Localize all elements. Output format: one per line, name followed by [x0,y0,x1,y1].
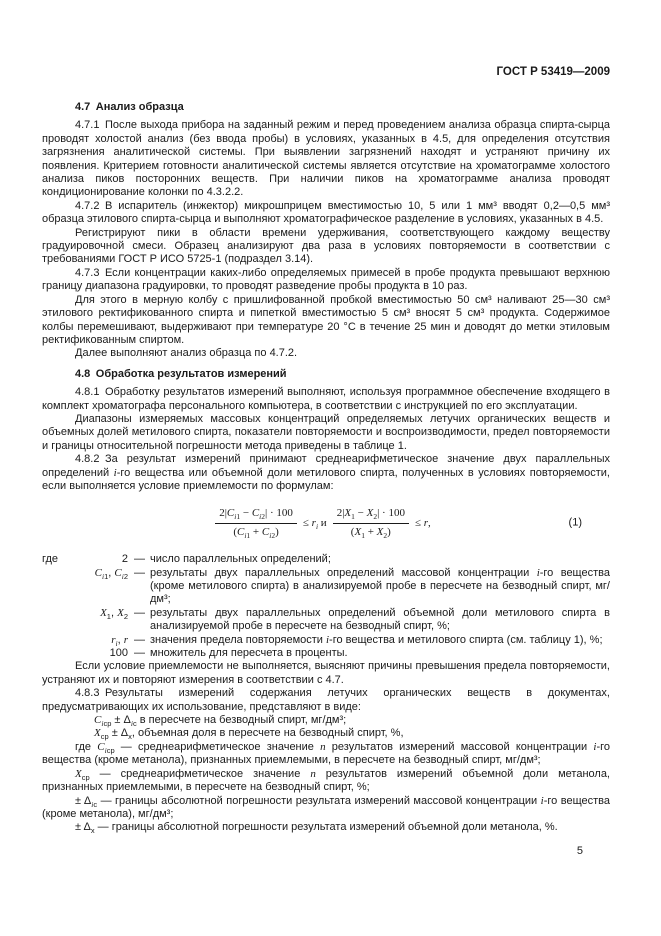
paragraph-delta-c: ± $\Delta_{iс}$ — границы абсолютной погрешности результата измерений массовой концентрации i-го вещества (кроме метанола), мг/дм³; [42,794,610,820]
fraction-right [333,507,409,539]
definition-term: $C_{i1}$, $C_{i2}$ [94,566,128,581]
paragraph-next-analysis: Далее выполняют анализ образца по 4.7.2. [75,347,298,360]
paragraph-4-7-3: 4.7.3 Если концентрации каких-либо определяемых примесей в пробе продукта превышают верхнюю границу диапазона градуировки, то проводят разведение пробы продукта в 10 раз. [42,266,610,293]
definition-row-100 [42,647,610,660]
fraction-left [215,507,297,539]
standard-designation: ГОСТ Р 53419—2009 [496,66,610,78]
definition-row-c [42,567,610,607]
definition-text: число параллельных определений; [150,553,331,566]
formula-relation-right: ≤ r, [414,516,431,529]
formula-1-row [42,507,610,539]
document-content [42,94,610,835]
formula-relation-left: ≤ $r_i$ и [302,516,327,531]
definition-dash: — [134,566,145,579]
definition-dash: — [134,606,145,619]
result-form-line-1: $C_{iср} \pm \Delta_{iс}$ в пересчете на безводный спирт, мг/дм³; [94,714,347,729]
section-4-7-heading: 4.7 Анализ образца [75,101,184,113]
definition-row-r [42,634,610,647]
paragraph-4-7-2: 4.7.2 В испаритель (инжектор) микрошприцем вместимостью 10, 5 или 1 мм³ вводят 0,2—0,5 мм³ образца этилового спирта-сырца и выполняют хроматографическое разделение в условиях, указанных в 4.5. [42,199,610,226]
paragraph-registration: Регистрируют пики в области времени удерживания, соответствующего каждому веществу градуировочной смеси. Образец анализируют два раза в условиях повторяемости в соответствии с требованиями ГОСТ Р ИСО 5725-1 (подраздел 3.14). [42,226,610,266]
definitions-list [42,553,610,660]
paragraph-where-x: $X_{ср}$ — среднеарифметическое значение n результатов измерений объемной доли метанола, признанных приемлемыми, в пересчете на безводный спирт, %; [42,767,610,794]
paragraph-acceptability: Если условие приемлемости не выполняется, выясняют причины превышения предела повторяемости, устраняют их и повторяют измерения в соответствии с 4.7. [42,660,610,686]
definition-row-x [42,607,610,634]
paragraph-4-8-1: 4.8.1 Обработку результатов измерений выполняют, используя программное обеспечение входящего в комплект хроматографа персонального компьютера, в соответствии с инструкцией по его эксплуатации. [42,386,610,412]
paragraph-4-8-3: 4.8.3 Результаты измерений содержания летучих органических веществ в документах, предусматривающих их использование, представляют в виде: [42,687,610,713]
result-form-line-2: $X_{ср} \pm \Delta_х$, объемная доля в пересчете на безводный спирт, %, [94,727,404,742]
definition-term: $X_1$, $X_2$ [100,606,128,621]
section-4-8-heading: 4.8 Обработка результатов измерений [75,367,287,380]
paragraph-4-8-2: 4.8.2 За результат измерений принимают среднеарифметическое значение двух параллельных определений i-го вещества или объемной доли метилового спирта, полученных в условиях повторяемости, если выполняется условие приемлемости по формулам: [42,453,610,492]
definition-term: 2 [121,553,128,566]
formula-number: (1) [568,516,582,529]
paragraph-where-c: где $C_{iср}$ — среднеарифметическое значение n результатов измерений массовой концентрации i-го вещества (кроме метанола), признанных приемлемыми, в пересчете на безводный спирт, мг/дм³; [42,740,611,767]
definition-dash: — [134,647,145,660]
page-number: 5 [576,845,583,857]
definition-row-count [42,553,610,566]
definition-text: результаты двух параллельных определений объемной доли метилового спирта в анализируемой пробе в пересчете на безводный спирт, %; [150,606,610,633]
paragraph-delta-x: ± $\Delta_х$ — границы абсолютной погрешности результата измерений объемной доли метанола, %. [75,821,558,836]
definition-text: результаты двух параллельных определений массовой концентрации i-го вещества (кроме метилового спирта) в анализируемой пробе в пересчете на безводный спирт, мг/дм³; [150,566,610,606]
definition-dash: — [134,633,145,646]
paragraph-ranges: Диапазоны измеряемых массовых концентраций определяемых летучих органических веществ и объемных долей метилового спирта, показатели повторяемости и воспроизводимости, предел повторяемости и границы относительной погрешности метода приведены в таблице 1. [42,412,610,452]
fraction-right-numerator: $2|X_1 - X_2| \cdot 100$ [336,507,405,522]
paragraph-4-7-1: 4.7.1 После выхода прибора на заданный режим и перед проведением анализа образца спирта-сырца проводят холостой анализ (без ввода пробы) в условиях, указанных в 4.5, для определения отсутствия загрязнения аналитической системы. При выявлении загрязнений находят и устраняют причину их появления. Критерием готовности аналитической системы является отсутствие на хроматограмме холостого анализа пиков посторонних веществ. При наличии пиков на хроматограмме анализа проводят кондиционирование колонки по 4.3.2.2. [42,119,610,199]
fraction-left-denominator: $(C_{i1} + C_{i2})$ [215,523,297,539]
definition-dash: — [134,553,145,566]
formula-1 [42,505,610,541]
fraction-left-numerator: $2|C_{i1} - C_{i2}| \cdot 100$ [219,507,293,522]
definition-term: 100 [109,647,128,660]
fraction-right-denominator: $(X_1 + X_2)$ [333,523,409,539]
definition-term: $r_i$, r [111,633,128,648]
paragraph-dilution: Для этого в мерную колбу с пришлифованной пробкой вместимостью 50 см³ наливают 25—30 см³ этилового ректификованного спирта и пипеткой вместимостью 5 см³ вносят 5 см³ продукта. Содержимое колбы перемешивают, выдерживают при температуре 20 °С в течение 25 мин и доводят до метки этиловым ректификованным спиртом. [42,293,610,346]
definition-prefix: где [42,553,59,566]
page-header [42,66,610,79]
definition-text: значения предела повторяемости i-го вещества и метилового спирта (см. таблицу 1), %; [150,633,603,646]
definition-text: множитель для пересчета в проценты. [150,647,348,660]
